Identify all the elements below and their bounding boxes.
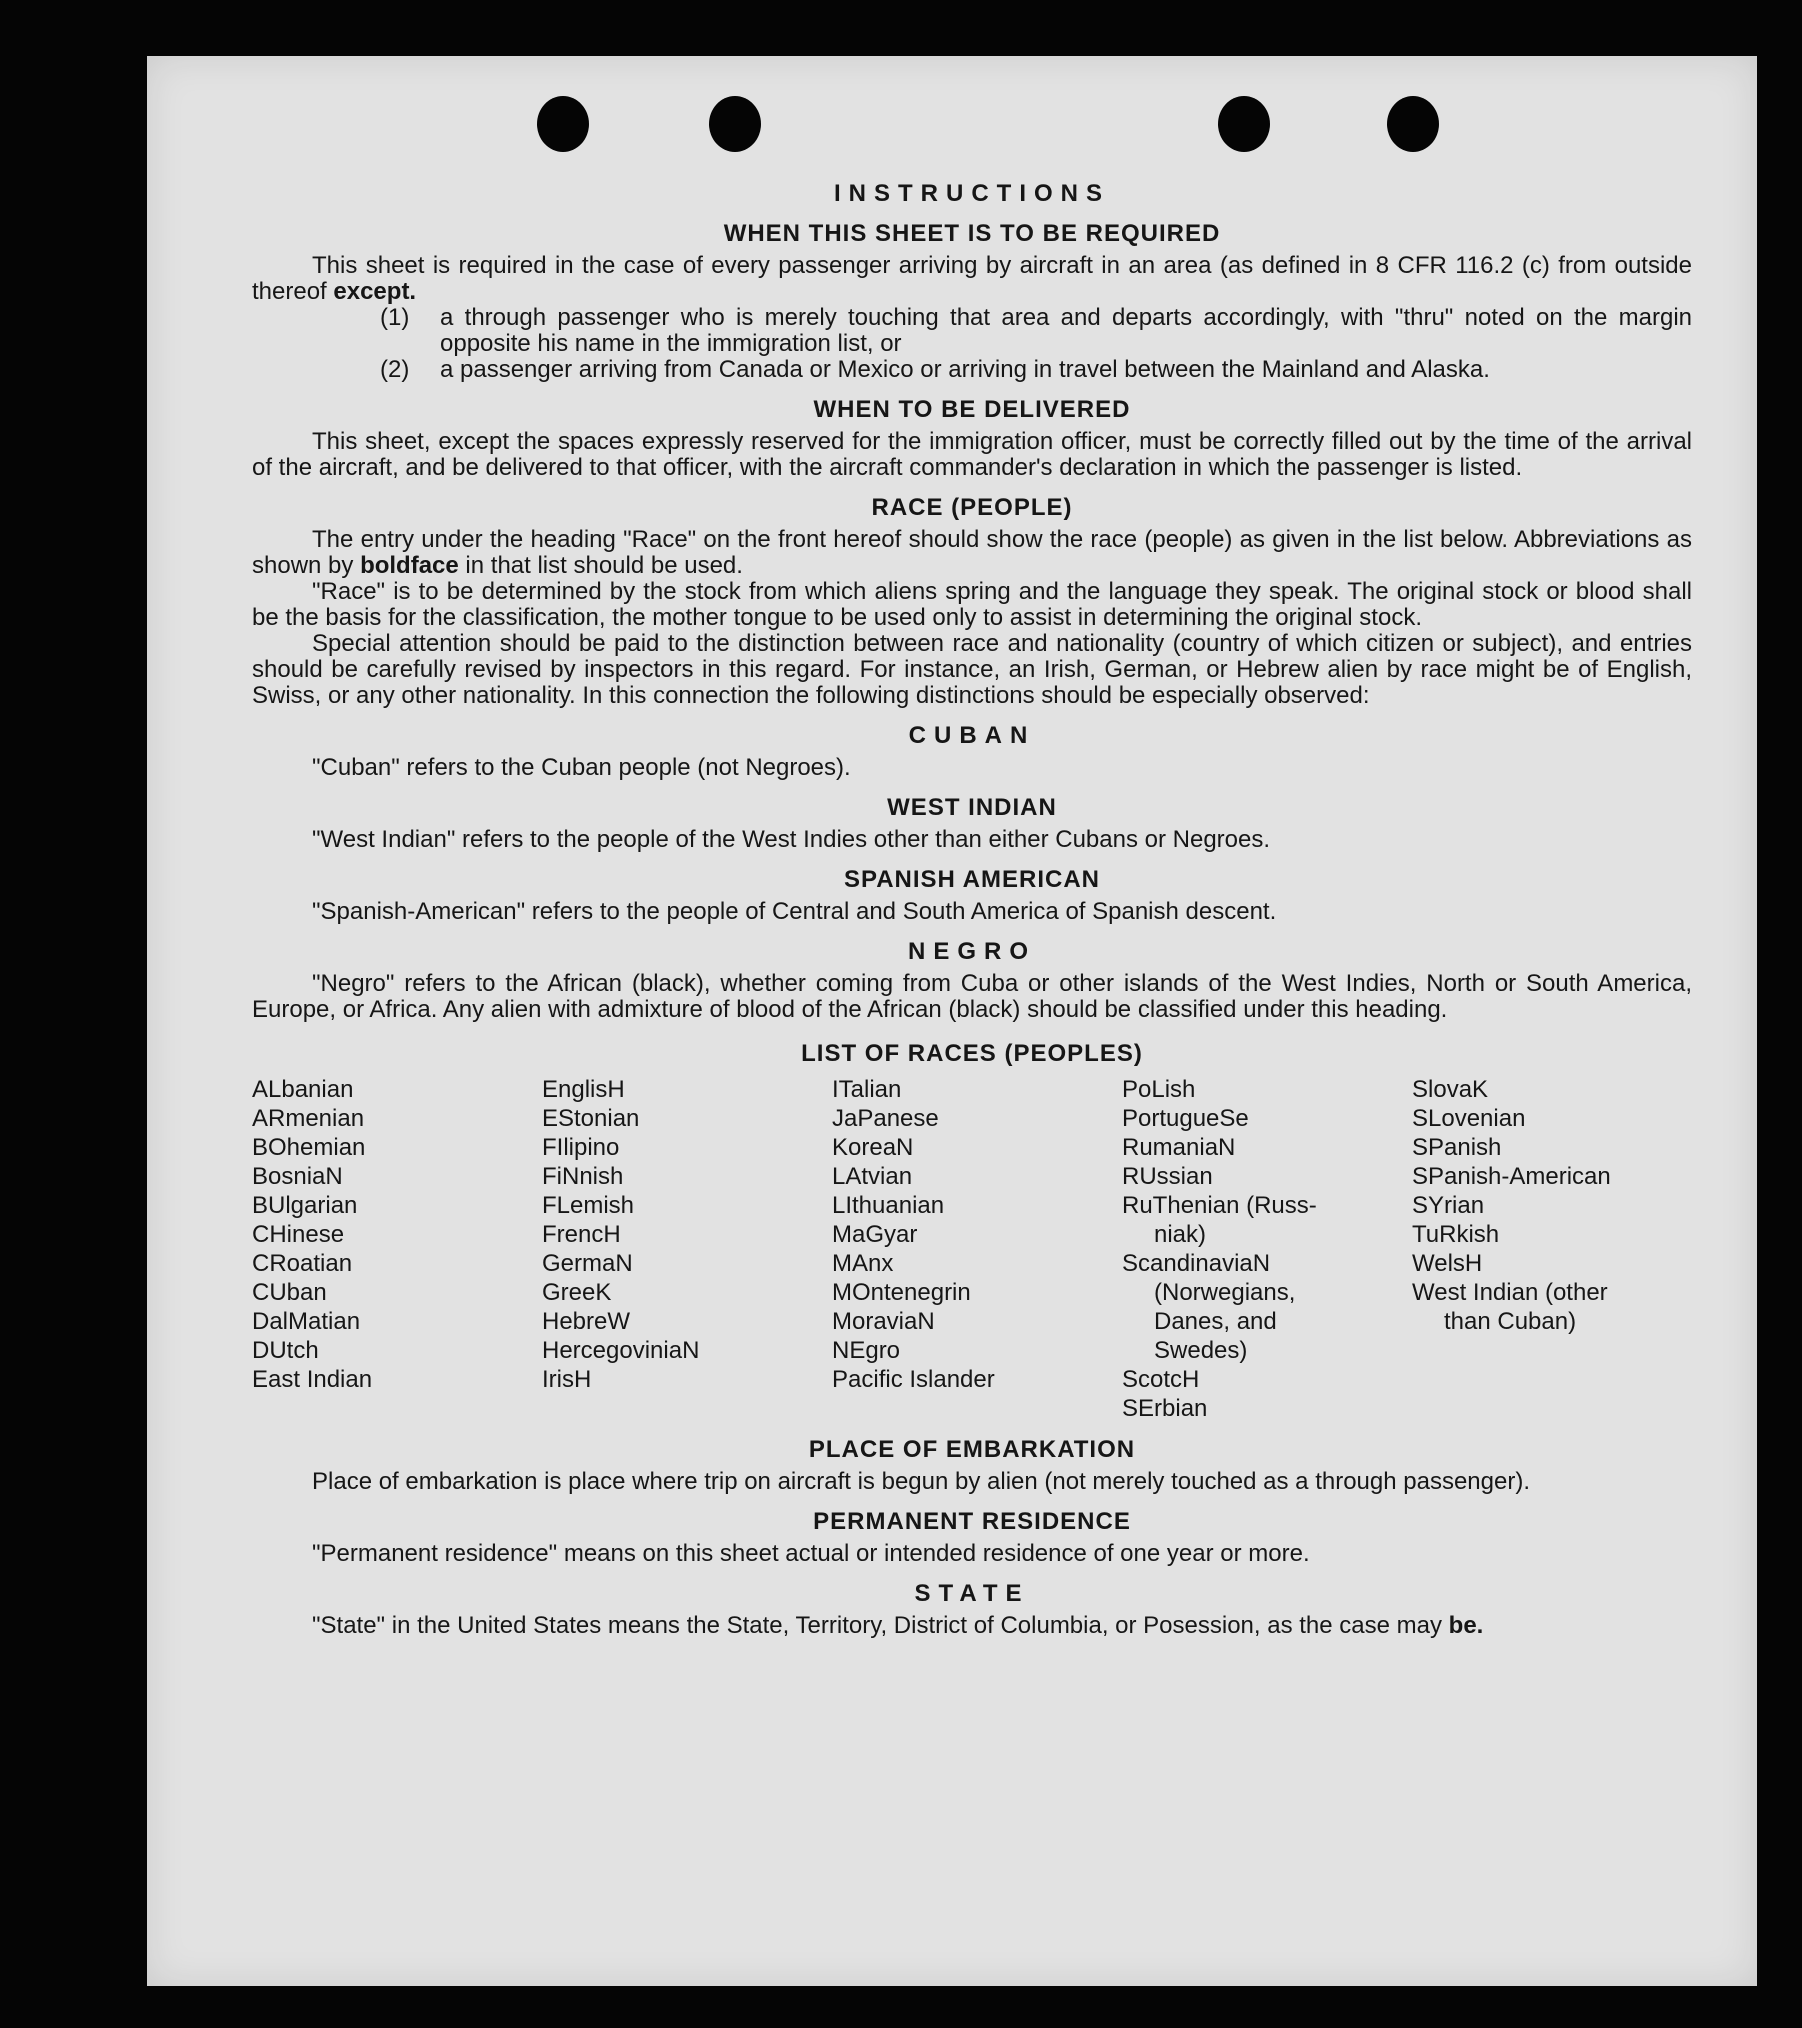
main-heading: INSTRUCTIONS [834,180,1110,207]
section-heading-race: RACE (PEOPLE) [871,494,1073,521]
race-entry: SlovaK [1412,1076,1489,1103]
section-heading-embarkation: PLACE OF EMBARKATION [808,1436,1136,1463]
races-column [542,1075,822,1423]
race-entry: MaGyar [832,1221,918,1248]
item-text: a passenger arriving from Canada or Mexico or arriving in travel between the Mainland and Alaska. [440,356,1490,383]
race-entry: GermaN [542,1250,633,1277]
race-entry: SPanish [1412,1134,1502,1161]
race-entry: FLemish [542,1192,635,1219]
negro-text: "Negro" refers to the African (black), whether coming from Cuba or other islands of the West Indies, North or South America, Europe, or Africa. Any alien with admixture of blood of the African (black) should be classified under this heading. [252,970,1692,1023]
exception-item [252,357,1692,383]
west-indian-text: "West Indian" refers to the people of the West Indies other than either Cubans or Negroes. [312,826,1271,853]
race-entry: East Indian [252,1366,373,1393]
race-entry: ALbanian [252,1076,354,1103]
cuban-text: "Cuban" refers to the Cuban people (not Negroes). [312,754,851,781]
races-column [1122,1075,1402,1423]
race-entry: RumaniaN [1122,1134,1236,1161]
race-paragraph-3: Special attention should be paid to the distinction between race and nationality (country of which citizen or subject), and entries should be carefully revised by inspectors in this regard. For instance, an Irish, German, or Hebrew alien by race might be of English, Swiss, or any other nationality. In this connection the following distinctions should be especially observed: [252,630,1692,709]
race-entry: LAtvian [832,1163,913,1190]
punch-hole [537,96,589,152]
race-entry: CHinese [252,1221,345,1248]
race-entry: SLovenian [1412,1105,1526,1132]
spanish-american-text: "Spanish-American" refers to the people of Central and South America of Spanish descent. [312,898,1277,925]
race-entry: DalMatian [252,1308,361,1335]
section-heading-spanish-american: SPANISH AMERICAN [843,866,1100,893]
race-entry: JaPanese [832,1105,939,1132]
race-paragraph-2: "Race" is to be determined by the stock from which aliens spring and the language they speak. The original stock or blood shall be the basis for the classification, the mother tongue to be used only to assist in determining the original stock. [252,578,1692,631]
race-paragraph-1: The entry under the heading "Race" on the front hereof should show the race (people) as given in the list below. Abbreviations as shown by boldface in that list should be used. [252,526,1692,579]
punch-hole [1218,96,1270,152]
race-entry: PoLish [1122,1076,1196,1103]
item-number: (1) [380,304,410,331]
race-entry: FrencH [542,1221,621,1248]
race-entry: SPanish-American [1412,1163,1611,1190]
embarkation-text: Place of embarkation is place where trip on aircraft is begun by alien (not merely touched as a through passenger). [312,1468,1530,1495]
race-entry: Pacific Islander [832,1366,995,1393]
instruction-sheet [147,56,1757,1986]
state-text: "State" in the United States means the State, Territory, District of Columbia, or Posession, as the case may be. [312,1612,1484,1639]
race-entry: ScotcH [1122,1366,1200,1393]
section-heading-delivery: WHEN TO BE DELIVERED [813,396,1131,423]
races-column [252,1075,532,1423]
section-heading-required: WHEN THIS SHEET IS TO BE REQUIRED [723,220,1221,247]
race-entry: BUlgarian [252,1192,358,1219]
section-heading-residence: PERMANENT RESIDENCE [813,1508,1131,1535]
race-entry: IrisH [542,1366,592,1393]
races-list [252,1075,1692,1423]
race-entry: HebreW [542,1308,631,1335]
race-entry: Danes, and [1154,1308,1277,1335]
section-heading-negro: NEGRO [907,938,1036,965]
race-entry: CUban [252,1279,327,1306]
punch-hole [709,96,761,152]
race-entry: PortugueSe [1122,1105,1249,1132]
race-entry: SErbian [1122,1395,1208,1422]
race-entry: WelsH [1412,1250,1483,1277]
section-heading-list-of-races: LIST OF RACES (PEOPLES) [801,1040,1143,1067]
races-column [832,1075,1112,1423]
race-entry: EStonian [542,1105,640,1132]
race-entry: BosniaN [252,1163,343,1190]
delivery-text: This sheet, except the spaces expressly reserved for the immigration officer, must be correctly filled out by the time of the arrival of the aircraft, and be delivered to that officer, with the aircraft commander's declaration in which the passenger is listed. [252,428,1692,481]
race-entry: West Indian (other [1412,1279,1608,1306]
race-entry: FIlipino [542,1134,620,1161]
residence-text: "Permanent residence" means on this sheet actual or intended residence of one year or more. [312,1540,1310,1567]
required-intro: This sheet is required in the case of every passenger arriving by aircraft in an area (as defined in 8 CFR 116.2 (c) from outside thereof except. [252,252,1692,305]
race-entry: TuRkish [1412,1221,1500,1248]
race-entry: SYrian [1412,1192,1485,1219]
race-entry: CRoatian [252,1250,353,1277]
race-entry: niak) [1154,1221,1207,1248]
exception-item [252,305,1692,357]
race-entry: Swedes) [1154,1337,1248,1364]
race-entry: MAnx [832,1250,894,1277]
race-entry: LIthuanian [832,1192,945,1219]
race-entry: BOhemian [252,1134,366,1161]
item-number: (2) [380,356,410,383]
race-entry: MOntenegrin [832,1279,971,1306]
section-heading-cuban: CUBAN [908,722,1036,749]
race-entry: KoreaN [832,1134,914,1161]
race-entry: RUssian [1122,1163,1213,1190]
races-column [1412,1075,1692,1423]
race-entry: MoraviaN [832,1308,935,1335]
sheet-content [252,181,1692,1639]
race-entry: ARmenian [252,1105,365,1132]
section-heading-state: STATE [914,1580,1030,1607]
section-heading-west-indian: WEST INDIAN [887,794,1057,821]
race-entry: RuThenian (Russ- [1122,1192,1317,1219]
race-entry: DUtch [252,1337,319,1364]
race-entry: HercegoviniaN [542,1337,700,1364]
race-entry: NEgro [832,1337,901,1364]
item-text: a through passenger who is merely touching that area and departs accordingly, with "thru" noted on the margin opposite his name in the immigration list, or [440,304,1692,357]
race-entry: ITalian [832,1076,902,1103]
race-entry: (Norwegians, [1154,1279,1296,1306]
race-entry: FiNnish [542,1163,624,1190]
race-entry: EnglisH [542,1076,625,1103]
race-entry: GreeK [542,1279,612,1306]
punch-hole [1387,96,1439,152]
race-entry: ScandinaviaN [1122,1250,1271,1277]
race-entry: than Cuban) [1444,1308,1577,1335]
